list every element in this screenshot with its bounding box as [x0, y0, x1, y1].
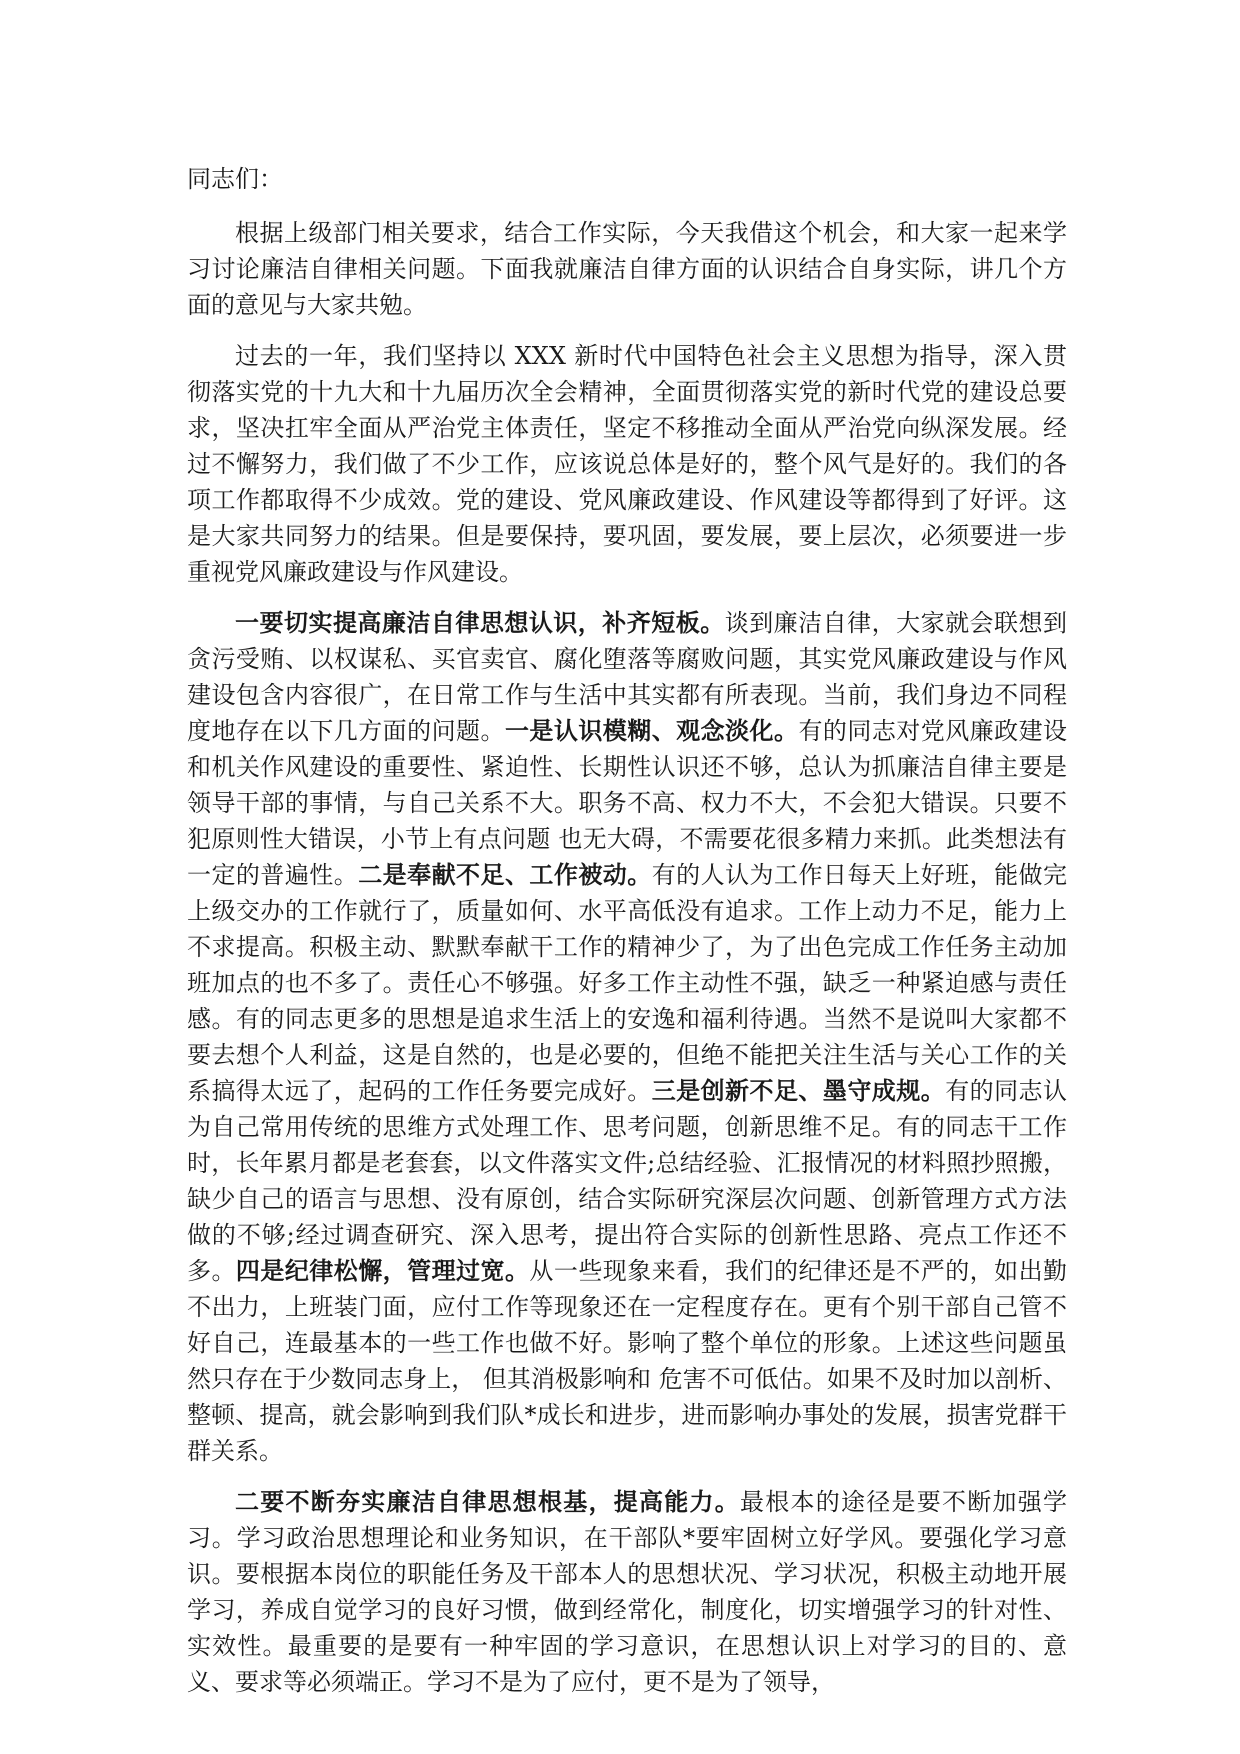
paragraph-section-two — [187, 1484, 1067, 1700]
problem-point-four-text: 从一些现象来看，我们的纪律还是不严的，如出勤不出力，上班装门面，应付工作等现象还在一定程度存在。更有个别干部自己管不好自己，连最基本的一些工作也做不好。影响了整个单位的形象。上述这些问题虽然只存在于少数同志身上， 但其消极影响和 危害不可低估。如果不及时加以剖析、整顿、提高，就会影响到我们队*成长和进步，进而影响办事处的发展，损害党群干群关系。 — [187, 1257, 1068, 1465]
problem-point-three: 三是创新不足、墨守成规。 — [651, 1076, 946, 1105]
section-one-text: 谈到廉洁自律，大家就会联想到贪污受贿、以权谋私、买官卖官、腐化堕落等腐败问题，其实党风廉政建设与作风建设包含内容很广，在日常工作与生活中其实都有所表现。当前，我们身边不同程度地存在以下几方面的问题。 — [187, 609, 1068, 745]
problem-point-three-text: 有的同志认为自己常用传统的思维方式处理工作、思考问题，创新思维不足。有的同志干工作时，长年累月都是老套套，以文件落实文件;总结经验、汇报情况的材料照抄照搬，缺少自己的语言与思想、没有原创，结合实际研究深层次问题、创新管理方式方法做的不够;经过调查研究、深入思考，提出符合实际的创新性思路、亮点工作还不多。 — [187, 1077, 1068, 1285]
problem-point-four: 四是纪律松懈，管理过宽。 — [235, 1256, 530, 1285]
paragraph-review: 过去的一年，我们坚持以 XXX 新时代中国特色社会主义思想为指导，深入贯彻落实党的十九大和十九届历次全会精神，全面贯彻落实党的新时代党的建设总要求，坚决扛牢全面从严治党主体责任，坚定不移推动全面从严治党向纵深发展。经过不懈努力，我们做了不少工作，应该说总体是好的，整个风气是好的。我们的各项工作都取得不少成效。党的建设、党风廉政建设、作风建设等都得到了好评。这是大家共同努力的结果。但是要保持，要巩固，要发展，要上层次，必须要进一步重视党风廉政建设与作风建设。 — [187, 342, 1067, 586]
section-one-heading: 一要切实提高廉洁自律思想认识，补齐短板。 — [235, 608, 725, 637]
document-body — [187, 161, 1067, 1715]
problem-point-one: 一是认识模糊、观念淡化。 — [504, 716, 799, 745]
problem-point-two-text: 有的人认为工作日每天上好班，能做完上级交办的工作就行了，质量如何、水平高低没有追求。工作上动力不足，能力上不求提高。积极主动、默默奉献干工作的精神少了，为了出色完成工作任务主动加班加点的也不多了。责任心不够强。好多工作主动性不强，缺乏一种紧迫感与责任感。有的同志更多的思想是追求生活上的安逸和福利待遇。当然不是说叫大家都不要去想个人利益，这是自然的，也是必要的，但绝不能把关注生活与关心工作的关系搞得太远了，起码的工作任务要完成好。 — [187, 861, 1068, 1105]
paragraph-section-one — [187, 605, 1067, 1469]
problem-point-two: 二是奉献不足、工作被动。 — [358, 860, 652, 889]
section-two-heading: 二要不断夯实廉洁自律思想根基，提高能力。 — [235, 1487, 740, 1516]
salutation: 同志们： — [187, 165, 283, 193]
paragraph-introduction: 根据上级部门相关要求，结合工作实际，今天我借这个机会，和大家一起来学习讨论廉洁自律相关问题。下面我就廉洁自律方面的认识结合自身实际，讲几个方面的意见与大家共勉。 — [187, 219, 1067, 319]
problem-point-one-text: 有的同志对党风廉政建设和机关作风建设的重要性、紧迫性、长期性认识还不够，总认为抓廉洁自律主要是领导干部的事情，与自己关系不大。职务不高、权力不大，不会犯大错误。只要不犯原则性大错误，小节上有点问题 也无大碍，不需要花很多精力来抓。此类想法有一定的普遍性。 — [187, 717, 1068, 889]
section-two-text: 最根本的途径是要不断加强学习。学习政治思想理论和业务知识，在干部队*要牢固树立好学风。要强化学习意识。要根据本岗位的职能任务及干部本人的思想状况、学习状况，积极主动地开展学习，养成自觉学习的良好习惯，做到经常化，制度化，切实增强学习的针对性、实效性。最重要的是要有一种牢固的学习意识，在思想认识上对学习的目的、意义、要求等必须端正。学习不是为了应付，更不是为了领导， — [187, 1488, 1067, 1696]
